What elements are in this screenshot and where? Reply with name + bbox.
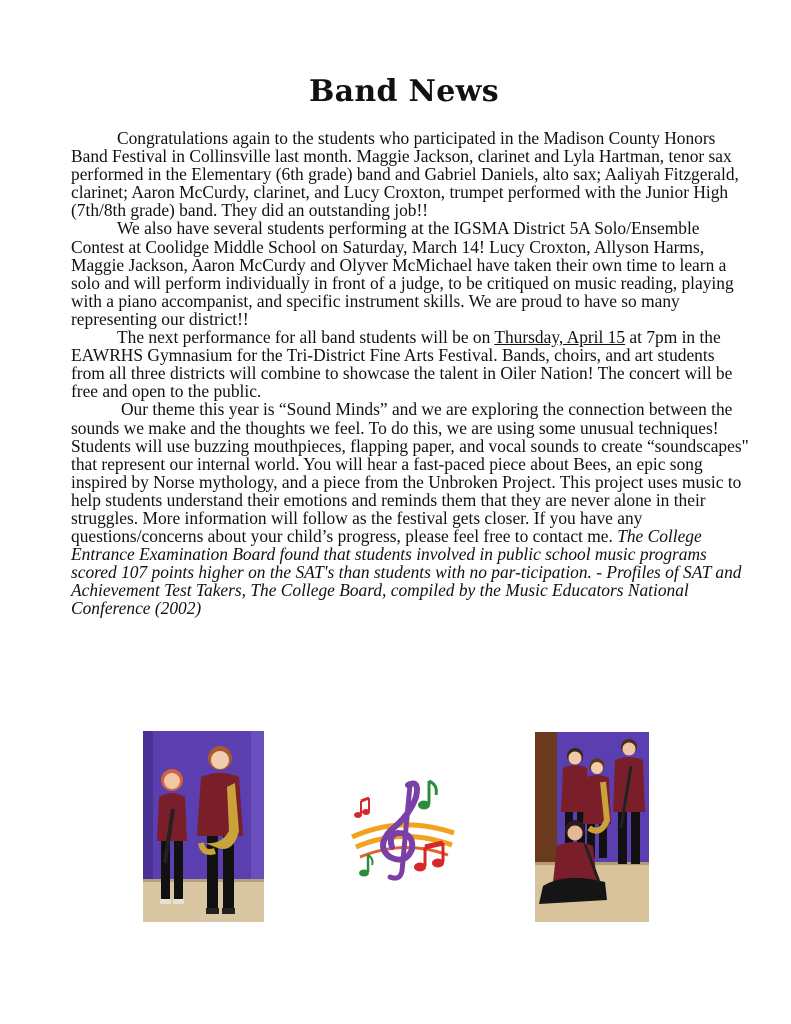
performance-intro-text: The next performance for all band students will be on bbox=[117, 327, 495, 348]
paragraph-theme bbox=[71, 400, 751, 617]
performance-date: Thursday, April 15 bbox=[494, 327, 626, 348]
sat-quote: The College Entrance Examination Board found that students involved in public school music programs scored 107 points higher on the SAT's than students with no par-ticipation. - Profiles of SAT and Achievement Test Takers, The College Board, compiled by the Music Educators National Conference (2002) bbox=[71, 526, 742, 619]
article-body bbox=[71, 129, 751, 618]
paragraph-solo-contest: We also have several students performing at the IGSMA District 5A Solo/Ensemble Contest at Coolidge Middle School on Saturday, March 14! Lucy Croxton, Allyson Harms, Maggie Jackson, Aaron McCurdy and Olyver McMichael have taken their own time to learn a solo and will perform individually in front of a judge, to be critiqued on music reading, playing with a piano accompanist, and specific instrument skills. We are proud to have so many representing our district!! bbox=[71, 218, 734, 329]
music-notes-icon bbox=[350, 775, 456, 883]
paragraph-honors-festival: Congratulations again to the students who participated in the Madison County Honors Band Festival in Collinsville last month. Maggie Jackson, clarinet and Lyla Hartman, tenor sax performed in the Elementary (6th grade) band and Gabriel Daniels, alto sax; Aaliyah Fitzgerald, clarinet; Aaron McCurdy, clarinet, and Lucy Croxton, trumpet performed with the Junior High (7th/8th grade) band. They did an outstanding job!! bbox=[71, 128, 739, 221]
theme-text: Our theme this year is “Sound Minds” and we are exploring the connection between the sounds we make and the thoughts we feel. To do this, we are using some unusual techniques! Students will use buzzing mouthpieces, flapping paper, and vocal sounds to create “soundscapes" that represent our internal world. You will hear a fast-paced piece about Bees, an epic song inspired by Norse mythology, and a piece from the Unbroken Project. This project uses music to help students understand their emotions and reminds them that they are never alone in their struggles. More information will follow as the festival gets closer. If you have any questions/concerns about your child’s progress, please feel free to contact me. bbox=[71, 399, 749, 547]
performance-details-text: at 7pm in the EAWRHS Gymnasium for the Tri-District Fine Arts Festival. Bands, choirs, and art students from all three districts will combine to showcase the talent in Oiler Nation! The concert will be free and open to the public. bbox=[71, 327, 733, 402]
band-students-photo bbox=[143, 731, 264, 922]
band-group-photo bbox=[535, 732, 649, 922]
paragraph-next-performance bbox=[71, 328, 751, 400]
page-title: Band News bbox=[309, 74, 499, 109]
